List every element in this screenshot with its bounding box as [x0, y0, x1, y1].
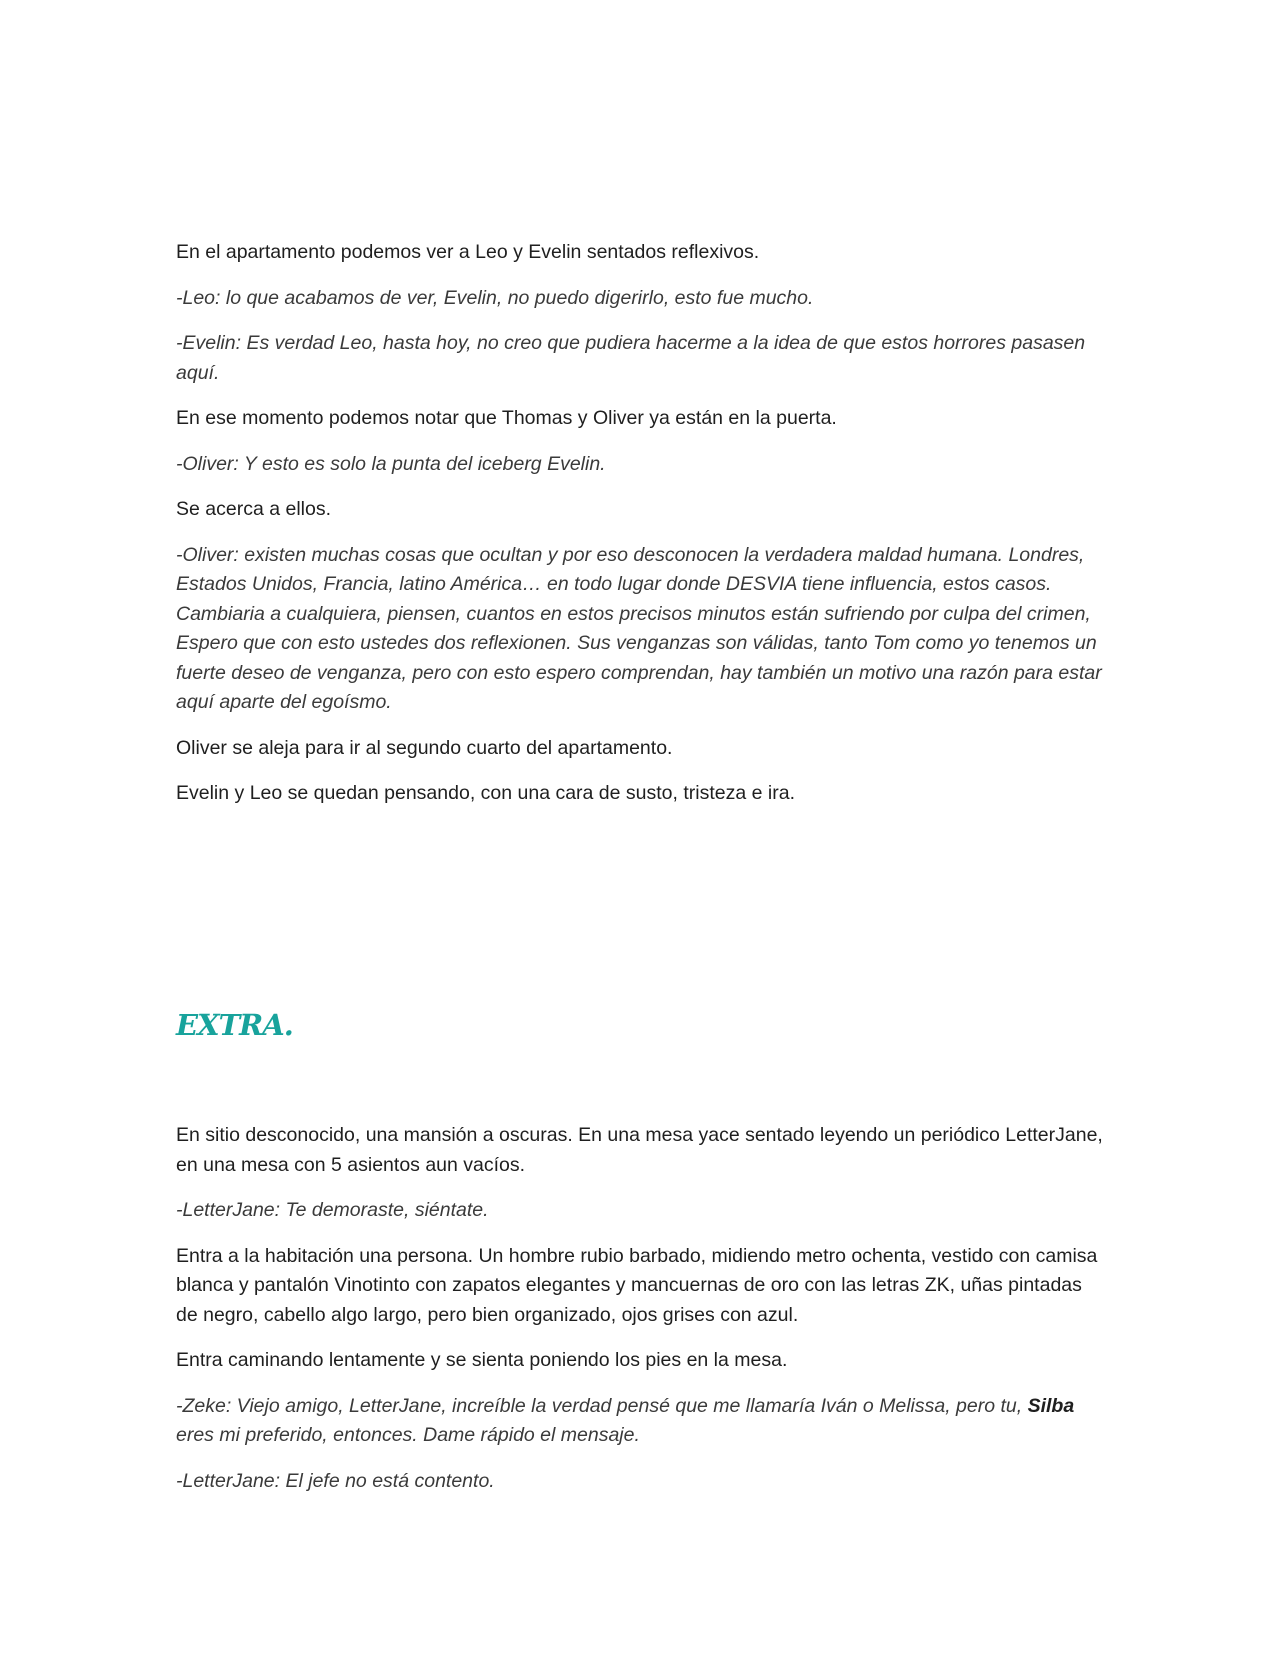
dialogue-zeke-bold-name: Silba: [1027, 1394, 1075, 1417]
narration-paragraph: Se acerca a ellos.: [176, 498, 332, 520]
dialogue-leo: -Leo: lo que acabamos de ver, Evelin, no puedo digerirlo, esto fue mucho.: [176, 286, 814, 309]
dialogue-oliver: -Oliver: Y esto es solo la punta del iceberg Evelin.: [176, 452, 606, 475]
dialogue-evelin: -Evelin: Es verdad Leo, hasta hoy, no creo que pudiera hacerme a la idea de que estos horrores pasasen aquí.: [176, 332, 1086, 384]
section-extra: [176, 1121, 1106, 1512]
narration-paragraph: En el apartamento podemos ver a Leo y Evelin sentados reflexivos.: [176, 241, 760, 263]
section-apartment: [176, 238, 1106, 825]
dialogue-letterjane: -LetterJane: El jefe no está contento.: [176, 1469, 495, 1492]
dialogue-letterjane: -LetterJane: Te demoraste, siéntate.: [176, 1199, 489, 1221]
dialogue-zeke-part1: -Zeke: Viejo amigo, LetterJane, increíble la verdad pensé que me llamaría Iván o Melissa, pero tu,: [176, 1394, 1028, 1417]
dialogue-oliver-long: -Oliver: existen muchas cosas que ocultan y por eso desconocen la verdadera maldad humana. Londres, Estados Unidos, Francia, latino América… en todo lugar donde DESVIA tiene influencia, estos casos. Cambiaria a cualquiera, piensen, cuantos en estos precisos minutos están sufriendo por culpa del crimen, Espero que con esto ustedes dos reflexionen. Sus venganzas son válidas, tanto Tom como yo tenemos un fuerte deseo de venganza, pero con esto espero comprendan, hay también un motivo una razón para estar aquí aparte del egoísmo.: [176, 543, 1102, 713]
extra-heading: EXTRA.: [176, 1008, 293, 1042]
narration-paragraph: Entra caminando lentamente y se sienta poniendo los pies en la mesa.: [176, 1349, 788, 1371]
narration-paragraph: Oliver se aleja para ir al segundo cuarto del apartamento.: [176, 736, 673, 759]
dialogue-zeke-part2: eres mi preferido, entonces. Dame rápido el mensaje.: [176, 1424, 640, 1446]
narration-paragraph: Entra a la habitación una persona. Un hombre rubio barbado, midiendo metro ochenta, vestido con camisa blanca y pantalón Vinotinto con zapatos elegantes y mancuernas de oro con las letras ZK, uñas pintadas de negro, cabello algo largo, pero bien organizado, ojos grises con azul.: [176, 1244, 1098, 1326]
dialogue-zeke: [176, 1392, 1106, 1451]
narration-paragraph: Evelin y Leo se quedan pensando, con una cara de susto, tristeza e ira.: [176, 782, 795, 804]
narration-paragraph: En ese momento podemos notar que Thomas y Oliver ya están en la puerta.: [176, 407, 837, 429]
narration-paragraph: En sitio desconocido, una mansión a oscuras. En una mesa yace sentado leyendo un periódico LetterJane, en una mesa con 5 asientos aun vacíos.: [176, 1124, 1103, 1176]
